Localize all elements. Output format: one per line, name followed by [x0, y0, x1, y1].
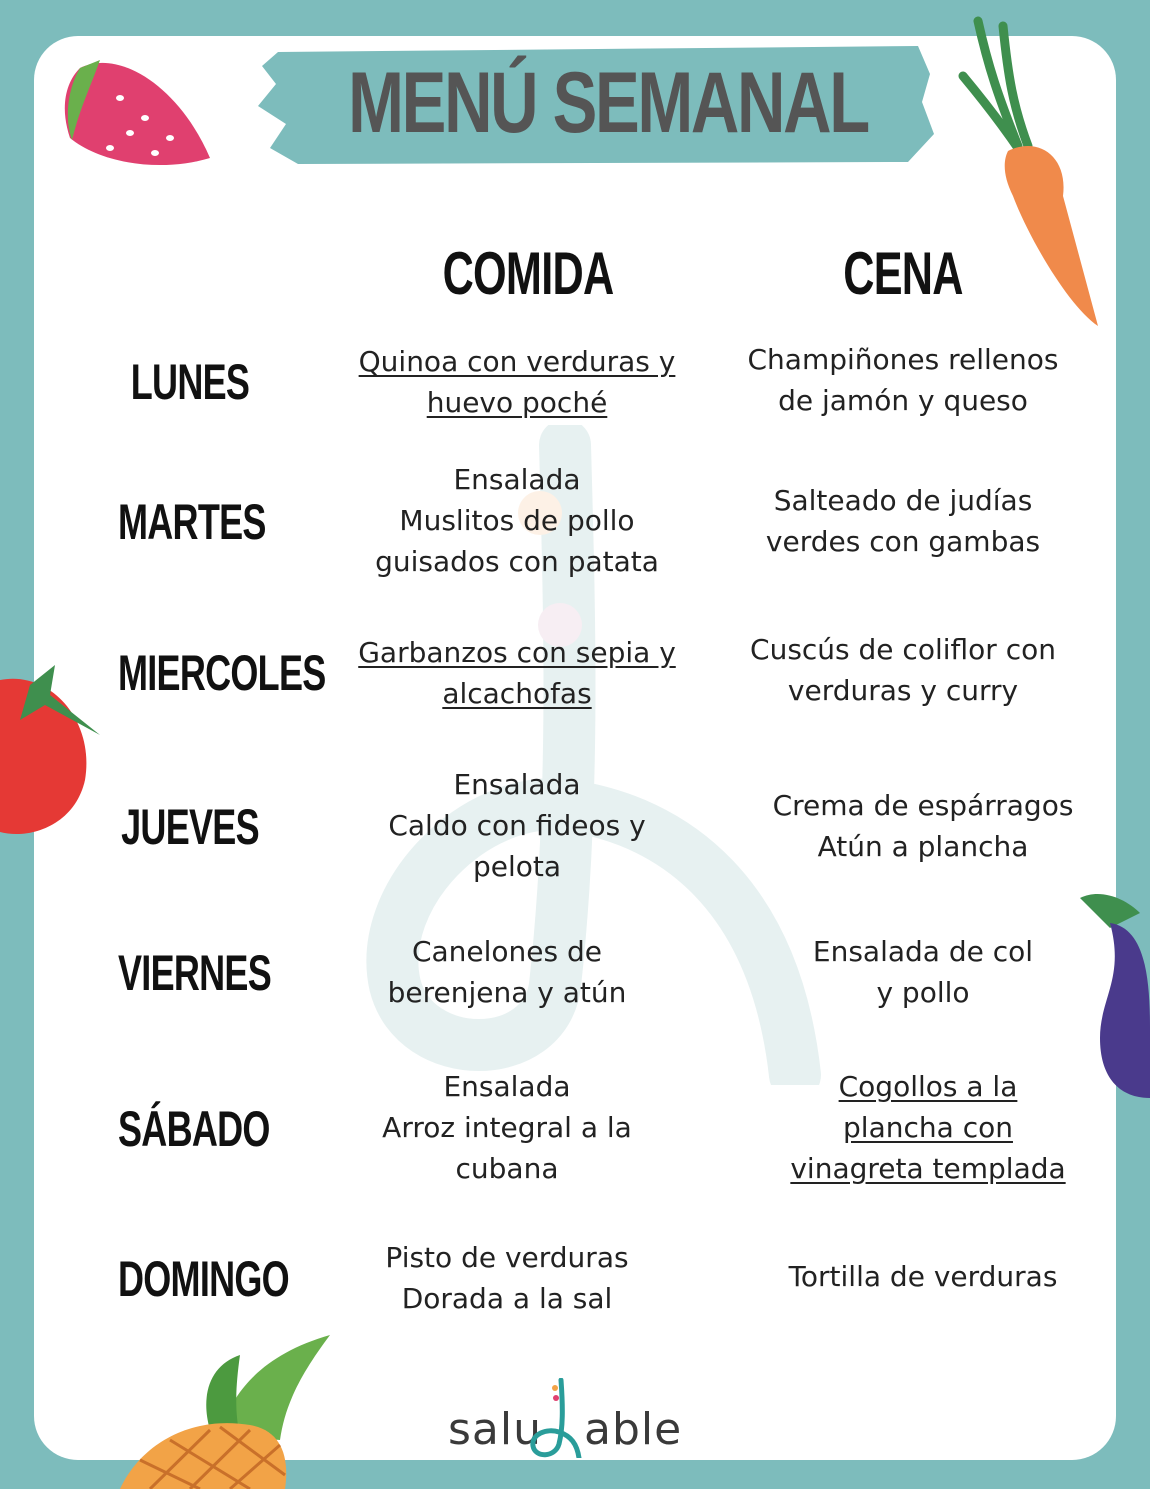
lunch-cell[interactable]: Quinoa con verduras y huevo poché [358, 345, 676, 419]
dinner-cell: Champiñones rellenos de jamón y queso [747, 343, 1059, 417]
column-header-comida: COMIDA [442, 240, 614, 307]
column-header-cena: CENA [843, 240, 963, 307]
page-title: MENÚ SEMANAL [348, 55, 868, 151]
tomato-icon [0, 660, 108, 840]
lunch-cell: Ensalada Muslitos de pollo guisados con patata [375, 463, 659, 578]
brand-text-start: salu [448, 1404, 542, 1455]
day-label: DOMINGO [118, 1251, 289, 1307]
lunch-cell: Ensalada Arroz integral a la cubana [382, 1070, 632, 1185]
lunch-cell: Ensalada Caldo con fideos y pelota [388, 768, 646, 883]
pineapple-icon [110, 1335, 335, 1489]
day-label: VIERNES [118, 945, 272, 1001]
lunch-cell: Pisto de verduras Dorada a la sal [385, 1241, 629, 1315]
brand-mark-icon [527, 1378, 587, 1458]
dinner-cell: Cuscús de coliflor con verduras y curry [750, 633, 1056, 707]
dinner-cell[interactable]: Cogollos a la plancha con vinagreta templada [790, 1070, 1066, 1185]
day-label: LUNES [130, 354, 250, 410]
brand-text-end: able [584, 1404, 683, 1455]
day-label: MARTES [118, 494, 266, 550]
day-label: JUEVES [121, 799, 259, 855]
dinner-cell: Salteado de judías verdes con gambas [765, 484, 1041, 558]
dinner-cell: Crema de espárragos Atún a plancha [772, 789, 1074, 863]
strawberry-icon [60, 48, 215, 173]
day-label: MIERCOLES [118, 645, 326, 701]
dinner-cell: Ensalada de col y pollo [812, 935, 1034, 1009]
day-label: SÁBADO [118, 1101, 270, 1157]
dinner-cell: Tortilla de verduras [788, 1260, 1058, 1293]
lunch-cell: Canelones de berenjena y atún [387, 935, 627, 1009]
lunch-cell[interactable]: Garbanzos con sepia y alcachofas [358, 636, 676, 710]
